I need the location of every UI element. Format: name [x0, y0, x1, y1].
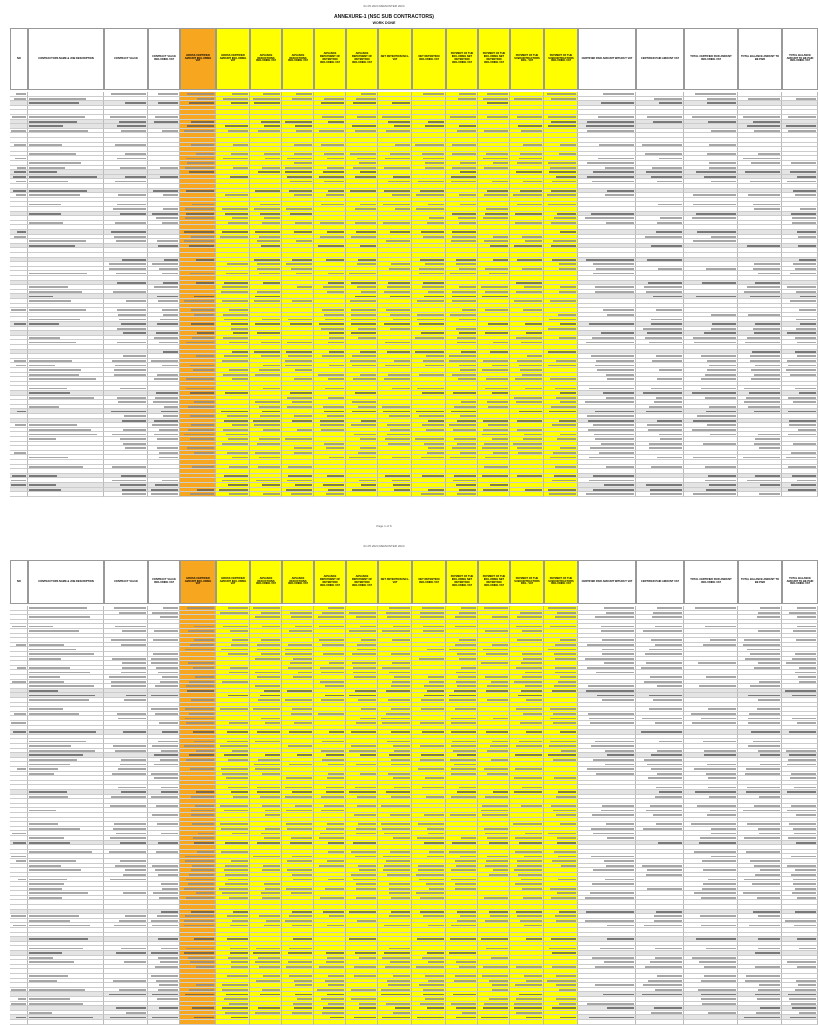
table-row — [10, 166, 758, 170]
table-row — [10, 905, 758, 909]
column-header: GROSS CERTIFIED AMOUNT INCLUDING VAT — [180, 28, 216, 90]
table-row — [10, 124, 758, 128]
table-row — [10, 896, 758, 900]
table-row — [10, 785, 758, 789]
table-cell — [578, 1020, 636, 1025]
table-cell — [282, 1020, 314, 1025]
table-cell — [148, 1020, 180, 1025]
table-cell — [446, 1020, 478, 1025]
table-row — [10, 624, 758, 628]
table-row — [10, 474, 758, 478]
table-row — [10, 281, 758, 285]
table-cell — [782, 492, 818, 497]
table-row — [10, 492, 758, 496]
table-cell — [180, 1020, 216, 1025]
table-row — [10, 350, 758, 354]
table-row — [10, 465, 758, 469]
table-row — [10, 437, 758, 441]
table-row — [10, 189, 758, 193]
table-cell — [510, 1020, 544, 1025]
column-header: CERTIFIED PAID AMOUNT VAT — [636, 560, 684, 604]
table-row — [10, 253, 758, 257]
table-cell — [544, 492, 578, 497]
table-row — [10, 221, 758, 225]
table-cell — [738, 1020, 782, 1025]
table-row — [10, 432, 758, 436]
column-header: CERTIFIED PAID AMOUNT WITHOUT VAT — [578, 28, 636, 90]
table-row — [10, 285, 758, 289]
table-row — [10, 753, 758, 757]
table-row — [10, 382, 758, 386]
table-row — [10, 267, 758, 271]
table-row — [10, 488, 758, 492]
table-row — [10, 414, 758, 418]
document-title: ANNEXURE-1 (NSC SUB CONTRACTORS) — [334, 14, 434, 20]
table-row — [10, 152, 758, 156]
table-cell — [510, 492, 544, 497]
column-header: ADVANCE REPAYMENT OF RETENTION INCLUDING VAT — [346, 560, 378, 604]
table-row — [10, 790, 758, 794]
column-header: PAYMENT OF THE INCLUDING NET RETENTION INCLUDING VAT — [446, 560, 478, 604]
table-row — [10, 110, 758, 114]
table-row — [10, 781, 758, 785]
table-cell — [28, 1020, 104, 1025]
table-row — [10, 239, 758, 243]
table-row — [10, 730, 758, 734]
table-row — [10, 813, 758, 817]
table-row — [10, 900, 758, 904]
table-row — [10, 937, 758, 941]
table-row — [10, 1011, 758, 1015]
table-row — [10, 772, 758, 776]
table-row — [10, 850, 758, 854]
table-row — [10, 225, 758, 229]
table-cell — [10, 492, 28, 497]
document-subtitle: WORK DONE — [372, 21, 396, 25]
table-row — [10, 859, 758, 863]
table-row — [10, 455, 758, 459]
table-row — [10, 331, 758, 335]
page-2 — [0, 540, 814, 1024]
column-header: ADVANCE DEDUCTIONS INCLUDING VAT — [250, 28, 282, 90]
table-row — [10, 317, 758, 321]
column-header: PAYMENT OF THE INCLUDING NET RETENTION INCLUDING VAT — [478, 560, 510, 604]
table-row — [10, 647, 758, 651]
table-row — [10, 836, 758, 840]
column-header: NET RETENTION INCLUDING VAT — [412, 560, 446, 604]
table-row — [10, 739, 758, 743]
table-row — [10, 997, 758, 1001]
table-row — [10, 629, 758, 633]
table-cell — [180, 492, 216, 497]
table-row — [10, 960, 758, 964]
table-row — [10, 845, 758, 849]
table-row — [10, 946, 758, 950]
table-row — [10, 235, 758, 239]
table-row — [10, 974, 758, 978]
table-row — [10, 983, 758, 987]
table-row — [10, 666, 758, 670]
table-cell — [782, 1020, 818, 1025]
table-row — [10, 405, 758, 409]
table-row — [10, 638, 758, 642]
table-cell — [378, 1020, 412, 1025]
table-row — [10, 606, 758, 610]
table-row — [10, 451, 758, 455]
table-row — [10, 882, 758, 886]
table-row — [10, 873, 758, 877]
column-header: CONTRACTORS NAME & JOB DESCRIPTION — [28, 28, 104, 90]
table-row — [10, 891, 758, 895]
table-cell — [478, 492, 510, 497]
table-row — [10, 327, 758, 331]
table-row — [10, 409, 758, 413]
table-row — [10, 363, 758, 367]
table-row — [10, 735, 758, 739]
table-cell — [10, 1020, 28, 1025]
column-header: CONTRACT VALUE INCLUDING VAT — [148, 560, 180, 604]
column-header: PAYMENT OF THE INCLUDING NET RETENTION INCLUDING VAT — [446, 28, 478, 90]
table-row — [10, 442, 758, 446]
table-cell — [684, 492, 738, 497]
column-header: PAYMENT OF THE SUBCONTRACTORS INCL. VAT — [510, 560, 544, 604]
table-cell — [216, 1020, 250, 1025]
table-row — [10, 887, 758, 891]
table-cell — [478, 1020, 510, 1025]
running-header: 01.05.2024 REMAINTER 2024 — [363, 4, 405, 8]
table-row — [10, 400, 758, 404]
table-row — [10, 707, 758, 711]
table-row — [10, 956, 758, 960]
table-row — [10, 271, 758, 275]
table-row — [10, 179, 758, 183]
table-row — [10, 716, 758, 720]
column-header: PAYMENT OF THE INCLUDING NET RETENTION INCLUDING VAT — [478, 28, 510, 90]
table-cell — [412, 1020, 446, 1025]
table-row — [10, 744, 758, 748]
table-row — [10, 726, 758, 730]
table-row — [10, 446, 758, 450]
table-row — [10, 795, 758, 799]
table-cell — [346, 492, 378, 497]
table-row — [10, 767, 758, 771]
table-row — [10, 313, 758, 317]
table-row — [10, 359, 758, 363]
table-cell — [544, 1020, 578, 1025]
table-row — [10, 933, 758, 937]
table-cell — [104, 492, 148, 497]
table-row — [10, 698, 758, 702]
column-header: CONTRACT VALUE INCLUDING VAT — [148, 28, 180, 90]
table-row — [10, 670, 758, 674]
table-row — [10, 804, 758, 808]
table-cell — [446, 492, 478, 497]
table-row — [10, 308, 758, 312]
column-header: NET RETENTION INCL. VAT — [378, 28, 412, 90]
table-row — [10, 129, 758, 133]
column-header: TOTAL BALANCE AMOUNT TO BE PAID INCLUDING VAT — [782, 560, 818, 604]
table-row — [10, 703, 758, 707]
table-row — [10, 634, 758, 638]
table-row — [10, 910, 758, 914]
table-row — [10, 248, 758, 252]
table-row — [10, 161, 758, 165]
column-header: TOTAL BALANCE AMOUNT TO BE PAID — [738, 28, 782, 90]
table-row — [10, 942, 758, 946]
table-row — [10, 419, 758, 423]
table-row — [10, 170, 758, 174]
running-header: 01.05.2024 REMAINTER 2024 — [363, 544, 405, 548]
column-header: TOTAL CERTIFIED PAID AMOUNT INCLUDING VAT — [684, 28, 738, 90]
column-header: CONTRACT VALUE — [104, 28, 148, 90]
table-row — [10, 1006, 758, 1010]
table-row — [10, 147, 758, 151]
table-row — [10, 1002, 758, 1006]
table-row — [10, 423, 758, 427]
table-row — [10, 979, 758, 983]
table-cell — [250, 492, 282, 497]
table-cell — [636, 492, 684, 497]
table-row — [10, 758, 758, 762]
table-row — [10, 469, 758, 473]
column-header: TOTAL BALANCE AMOUNT TO BE PAID INCLUDING VAT — [782, 28, 818, 90]
table-cell — [104, 1020, 148, 1025]
table-row — [10, 1020, 758, 1024]
table-cell — [684, 1020, 738, 1025]
table-row — [10, 391, 758, 395]
table-cell — [346, 1020, 378, 1025]
table-row — [10, 377, 758, 381]
table-row — [10, 428, 758, 432]
table-row — [10, 483, 758, 487]
column-header: ADVANCE DEDUCTIONS INCLUDING VAT — [282, 28, 314, 90]
table-row — [10, 460, 758, 464]
table-row — [10, 207, 758, 211]
table-cell — [28, 492, 104, 497]
table-row — [10, 661, 758, 665]
column-header: NO — [10, 560, 28, 604]
table-row — [10, 97, 758, 101]
table-row — [10, 386, 758, 390]
table-row — [10, 657, 758, 661]
column-header: TOTAL BALANCE AMOUNT TO BE PAID — [738, 560, 782, 604]
table-row — [10, 831, 758, 835]
table-row — [10, 689, 758, 693]
table-cell — [378, 492, 412, 497]
column-header: ADVANCE DEDUCTIONS INCLUDING VAT — [282, 560, 314, 604]
column-header: TOTAL CERTIFIED PAID AMOUNT INCLUDING VAT — [684, 560, 738, 604]
column-header: NET RETENTION INCLUDING VAT — [412, 28, 446, 90]
table-row — [10, 951, 758, 955]
table-cell — [412, 492, 446, 497]
table-row — [10, 138, 758, 142]
table-row — [10, 988, 758, 992]
column-header: CONTRACT VALUE — [104, 560, 148, 604]
table-cell — [636, 1020, 684, 1025]
table-row — [10, 680, 758, 684]
column-header: GROSS CERTIFIED AMOUNT INCLUDING VAT — [216, 28, 250, 90]
column-header: ADVANCE REPAYMENT OF RETENTION INCLUDING VAT — [346, 28, 378, 90]
table-row — [10, 762, 758, 766]
table-row — [10, 216, 758, 220]
table-row — [10, 827, 758, 831]
table-row — [10, 712, 758, 716]
table-row — [10, 611, 758, 615]
table-row — [10, 992, 758, 996]
table-row — [10, 478, 758, 482]
column-header: PAYMENT OF THE SUBCONTRACTORS INCL. VAT — [510, 28, 544, 90]
table-cell — [738, 492, 782, 497]
table-row — [10, 175, 758, 179]
table-cell — [578, 492, 636, 497]
table-row — [10, 919, 758, 923]
table-row — [10, 684, 758, 688]
table-row — [10, 340, 758, 344]
table-cell — [148, 492, 180, 497]
column-header: NET RETENTION INCL. VAT — [378, 560, 412, 604]
table-row — [10, 336, 758, 340]
table-row — [10, 143, 758, 147]
table-row — [10, 184, 758, 188]
column-header: PAYMENT OF THE SUBCONTRACTORS INCLUDING VAT — [544, 28, 578, 90]
table-cell — [216, 492, 250, 497]
table-row — [10, 120, 758, 124]
table-row — [10, 868, 758, 872]
column-header: NO — [10, 28, 28, 90]
table-row — [10, 808, 758, 812]
table-row — [10, 156, 758, 160]
table-row — [10, 721, 758, 725]
table-row — [10, 620, 758, 624]
table-row — [10, 799, 758, 803]
table-cell — [282, 492, 314, 497]
table-row — [10, 212, 758, 216]
table-cell — [314, 492, 346, 497]
table-row — [10, 914, 758, 918]
table-row — [10, 115, 758, 119]
table-cell — [250, 1020, 282, 1025]
table-row — [10, 133, 758, 137]
page-footer: Page 1 of 6 — [376, 524, 392, 528]
table-row — [10, 822, 758, 826]
table-row — [10, 92, 758, 96]
table-row — [10, 693, 758, 697]
table-row — [10, 396, 758, 400]
table-row — [10, 294, 758, 298]
column-header: CERTIFIED PAID AMOUNT VAT — [636, 28, 684, 90]
table-row — [10, 299, 758, 303]
table-row — [10, 776, 758, 780]
column-header: GROSS CERTIFIED AMOUNT INCLUDING VAT — [216, 560, 250, 604]
table-row — [10, 965, 758, 969]
table-row — [10, 841, 758, 845]
table-cell — [314, 1020, 346, 1025]
column-header: CERTIFIED PAID AMOUNT WITHOUT VAT — [578, 560, 636, 604]
work-done-table-continued — [10, 560, 814, 1024]
table-row — [10, 101, 758, 105]
table-row — [10, 258, 758, 262]
column-header: ADVANCE DEDUCTIONS INCLUDING VAT — [250, 560, 282, 604]
table-row — [10, 818, 758, 822]
table-row — [10, 928, 758, 932]
table-row — [10, 276, 758, 280]
table-row — [10, 675, 758, 679]
table-row — [10, 854, 758, 858]
table-row — [10, 262, 758, 266]
table-row — [10, 322, 758, 326]
table-row — [10, 198, 758, 202]
table-row — [10, 877, 758, 881]
table-row — [10, 1015, 758, 1019]
table-row — [10, 354, 758, 358]
table-row — [10, 373, 758, 377]
column-header: GROSS CERTIFIED AMOUNT INCLUDING VAT — [180, 560, 216, 604]
column-header: PAYMENT OF THE SUBCONTRACTORS INCLUDING VAT — [544, 560, 578, 604]
table-row — [10, 193, 758, 197]
table-row — [10, 304, 758, 308]
table-row — [10, 345, 758, 349]
table-row — [10, 864, 758, 868]
table-row — [10, 230, 758, 234]
column-header: ADVANCE REPAYMENT OF RETENTION INCLUDING VAT — [314, 28, 346, 90]
table-row — [10, 643, 758, 647]
work-done-table — [10, 28, 814, 498]
table-row — [10, 106, 758, 110]
column-header: ADVANCE REPAYMENT OF RETENTION INCLUDING VAT — [314, 560, 346, 604]
table-row — [10, 615, 758, 619]
table-row — [10, 290, 758, 294]
column-header: CONTRACTORS NAME & JOB DESCRIPTION — [28, 560, 104, 604]
table-row — [10, 749, 758, 753]
table-row — [10, 969, 758, 973]
table-row — [10, 244, 758, 248]
table-row — [10, 652, 758, 656]
table-row — [10, 368, 758, 372]
table-row — [10, 923, 758, 927]
table-row — [10, 202, 758, 206]
